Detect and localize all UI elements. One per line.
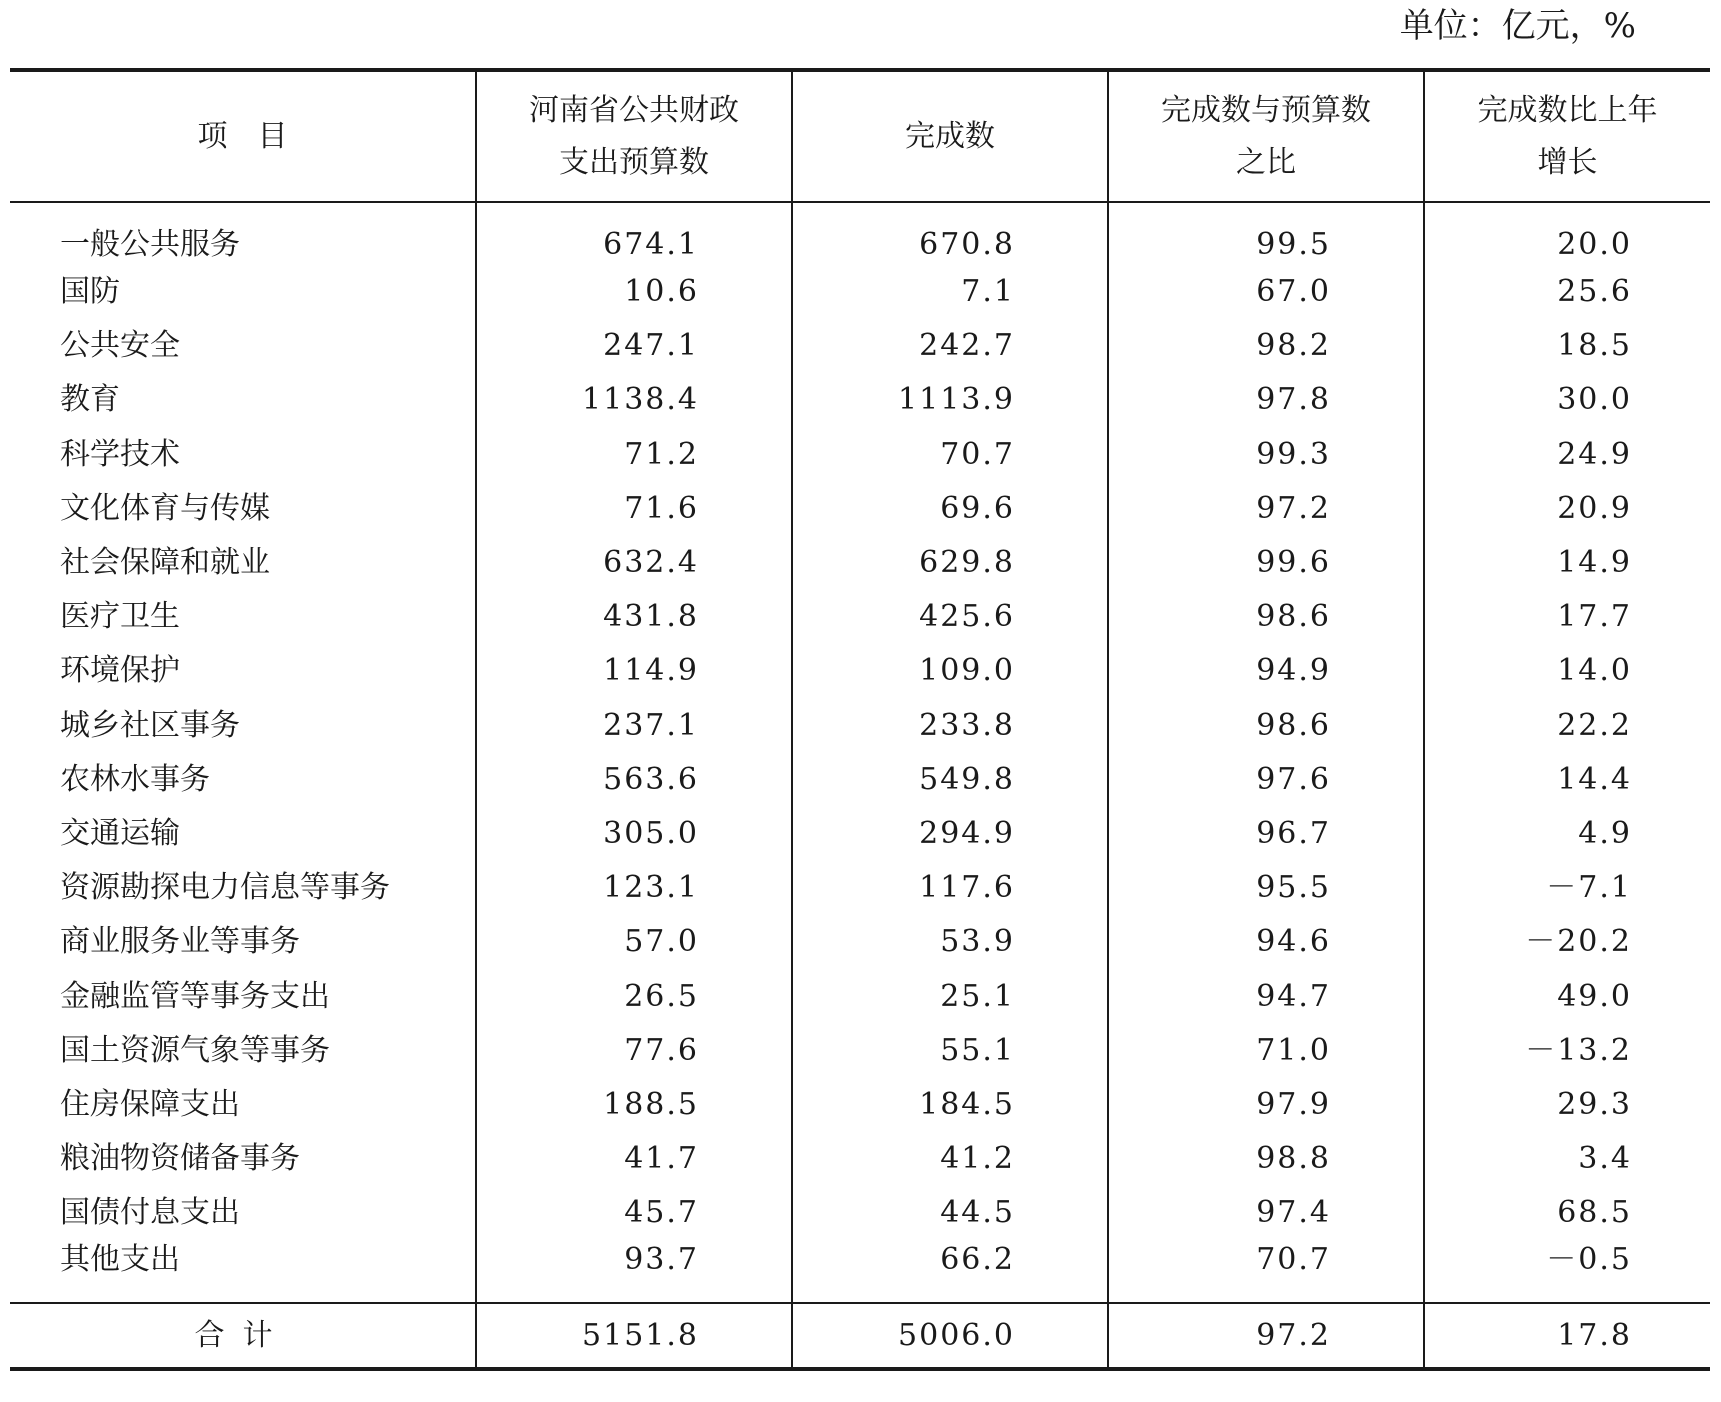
- budget-value: 45.7: [476, 1186, 792, 1240]
- item-name: 环境保护: [60, 653, 180, 689]
- actual-value: 184.5: [792, 1078, 1108, 1132]
- table-row: [10, 319, 1710, 373]
- growth-value: 20.9: [1424, 482, 1710, 536]
- actual-value: 66.2: [792, 1240, 1108, 1303]
- item-name: 城乡社区事务: [60, 707, 240, 743]
- total-budget: 5151.8: [476, 1303, 792, 1369]
- header-actual-line: 完成数: [905, 118, 995, 154]
- item-name: 科学技术: [60, 436, 180, 472]
- actual-value: 69.6: [792, 482, 1108, 536]
- table-row: [10, 428, 1710, 482]
- ratio-value: 95.5: [1108, 861, 1424, 915]
- total-growth: 17.8: [1424, 1303, 1710, 1369]
- total-ratio: 97.2: [1108, 1303, 1424, 1369]
- growth-value: 29.3: [1424, 1078, 1710, 1132]
- budget-value: 123.1: [476, 861, 792, 915]
- budget-value: 41.7: [476, 1132, 792, 1186]
- table-row: [10, 202, 1710, 265]
- header-actual: [792, 70, 1108, 202]
- table-row: [10, 1186, 1710, 1240]
- table-row: [10, 861, 1710, 915]
- ratio-value: 97.4: [1108, 1186, 1424, 1240]
- growth-value: 18.5: [1424, 319, 1710, 373]
- ratio-value: 94.7: [1108, 969, 1424, 1023]
- header-ratio-line-1: 完成数与预算数: [1161, 92, 1371, 128]
- budget-value: 188.5: [476, 1078, 792, 1132]
- ratio-value: 97.6: [1108, 753, 1424, 807]
- budget-value: 1138.4: [476, 373, 792, 427]
- total-row: [10, 1303, 1710, 1369]
- ratio-value: 98.2: [1108, 319, 1424, 373]
- ratio-value: 71.0: [1108, 1024, 1424, 1078]
- total-actual: 5006.0: [792, 1303, 1108, 1369]
- growth-value: 49.0: [1424, 969, 1710, 1023]
- table-row: [10, 265, 1710, 319]
- table-row: [10, 699, 1710, 753]
- header-ratio-line-2: 之比: [1236, 144, 1296, 180]
- growth-value: 24.9: [1424, 428, 1710, 482]
- table-row: [10, 373, 1710, 427]
- item-name: 文化体育与传媒: [60, 490, 270, 526]
- item-name: 国债付息支出: [60, 1195, 240, 1231]
- item-name: 公共安全: [60, 328, 180, 364]
- ratio-value: 70.7: [1108, 1240, 1424, 1303]
- budget-value: 57.0: [476, 915, 792, 969]
- budget-value: 431.8: [476, 590, 792, 644]
- header-item: [10, 70, 476, 202]
- header-budget-line-2: 支出预算数: [559, 144, 709, 180]
- actual-value: 70.7: [792, 428, 1108, 482]
- header-ratio: [1108, 70, 1424, 202]
- budget-value: 71.6: [476, 482, 792, 536]
- growth-value: －7.1: [1424, 861, 1710, 915]
- growth-value: 14.0: [1424, 644, 1710, 698]
- actual-value: 44.5: [792, 1186, 1108, 1240]
- budget-value: 305.0: [476, 807, 792, 861]
- table-row: [10, 969, 1710, 1023]
- table-row: [10, 1024, 1710, 1078]
- ratio-value: 98.8: [1108, 1132, 1424, 1186]
- budget-value: 93.7: [476, 1240, 792, 1303]
- actual-value: 294.9: [792, 807, 1108, 861]
- header-growth: [1424, 70, 1710, 202]
- header-growth-line-2: 增长: [1537, 144, 1598, 180]
- item-name: 金融监管等事务支出: [60, 978, 330, 1014]
- ratio-value: 97.9: [1108, 1078, 1424, 1132]
- actual-value: 233.8: [792, 699, 1108, 753]
- ratio-value: 99.5: [1108, 202, 1424, 265]
- item-name: 资源勘探电力信息等事务: [60, 870, 390, 906]
- actual-value: 670.8: [792, 202, 1108, 265]
- table-row: [10, 482, 1710, 536]
- table-footer: [10, 1303, 1710, 1369]
- item-name: 交通运输: [60, 815, 180, 851]
- ratio-value: 98.6: [1108, 699, 1424, 753]
- header-row: [10, 70, 1710, 202]
- ratio-value: 94.9: [1108, 644, 1424, 698]
- growth-value: 3.4: [1424, 1132, 1710, 1186]
- ratio-value: 96.7: [1108, 807, 1424, 861]
- table-row: [10, 753, 1710, 807]
- ratio-value: 67.0: [1108, 265, 1424, 319]
- growth-value: 14.9: [1424, 536, 1710, 590]
- budget-value: 237.1: [476, 699, 792, 753]
- growth-value: 4.9: [1424, 807, 1710, 861]
- item-name: 一般公共服务: [60, 227, 240, 262]
- actual-value: 242.7: [792, 319, 1108, 373]
- header-item-line: 项 目: [197, 118, 288, 154]
- actual-value: 109.0: [792, 644, 1108, 698]
- ratio-value: 97.8: [1108, 373, 1424, 427]
- budget-value: 77.6: [476, 1024, 792, 1078]
- actual-value: 549.8: [792, 753, 1108, 807]
- budget-value: 247.1: [476, 319, 792, 373]
- table-row: [10, 1132, 1710, 1186]
- ratio-value: 98.6: [1108, 590, 1424, 644]
- actual-value: 55.1: [792, 1024, 1108, 1078]
- header-growth-line-1: 完成数比上年: [1477, 92, 1658, 128]
- header-budget-line-1: 河南省公共财政: [529, 92, 739, 128]
- table-row: [10, 536, 1710, 590]
- table-row: [10, 1078, 1710, 1132]
- item-name: 教育: [60, 382, 120, 418]
- table-row: [10, 644, 1710, 698]
- table-row: [10, 915, 1710, 969]
- item-name: 医疗卫生: [60, 599, 180, 635]
- budget-value: 632.4: [476, 536, 792, 590]
- ratio-value: 94.6: [1108, 915, 1424, 969]
- item-name: 粮油物资储备事务: [60, 1141, 300, 1177]
- budget-value: 26.5: [476, 969, 792, 1023]
- actual-value: 53.9: [792, 915, 1108, 969]
- growth-value: －0.5: [1424, 1240, 1710, 1303]
- table-row: [10, 807, 1710, 861]
- growth-value: 30.0: [1424, 373, 1710, 427]
- item-name: 住房保障支出: [60, 1086, 240, 1122]
- budget-value: 674.1: [476, 202, 792, 265]
- actual-value: 117.6: [792, 861, 1108, 915]
- ratio-value: 97.2: [1108, 482, 1424, 536]
- growth-value: －20.2: [1424, 915, 1710, 969]
- actual-value: 25.1: [792, 969, 1108, 1023]
- budget-expenditure-table: [10, 68, 1710, 1371]
- growth-value: 22.2: [1424, 699, 1710, 753]
- ratio-value: 99.3: [1108, 428, 1424, 482]
- growth-value: 68.5: [1424, 1186, 1710, 1240]
- budget-value: 71.2: [476, 428, 792, 482]
- table-body: [10, 202, 1710, 1303]
- actual-value: 425.6: [792, 590, 1108, 644]
- item-name: 农林水事务: [60, 761, 210, 797]
- item-name: 商业服务业等事务: [60, 924, 300, 960]
- growth-value: －13.2: [1424, 1024, 1710, 1078]
- growth-value: 14.4: [1424, 753, 1710, 807]
- growth-value: 17.7: [1424, 590, 1710, 644]
- growth-value: 20.0: [1424, 202, 1710, 265]
- growth-value: 25.6: [1424, 265, 1710, 319]
- budget-value: 10.6: [476, 265, 792, 319]
- budget-value: 563.6: [476, 753, 792, 807]
- item-name: 国土资源气象等事务: [60, 1032, 330, 1068]
- actual-value: 7.1: [792, 265, 1108, 319]
- actual-value: 629.8: [792, 536, 1108, 590]
- table-header: [10, 70, 1710, 202]
- ratio-value: 99.6: [1108, 536, 1424, 590]
- total-label: 合计: [10, 1303, 476, 1369]
- table-row: [10, 1240, 1710, 1303]
- budget-value: 114.9: [476, 644, 792, 698]
- item-name: 其他支出: [60, 1242, 180, 1278]
- unit-label: 单位：亿元，%: [1399, 6, 1636, 46]
- table-row: [10, 590, 1710, 644]
- actual-value: 1113.9: [792, 373, 1108, 427]
- header-budget: [476, 70, 792, 202]
- item-name: 国防: [60, 274, 120, 310]
- actual-value: 41.2: [792, 1132, 1108, 1186]
- item-name: 社会保障和就业: [60, 545, 270, 581]
